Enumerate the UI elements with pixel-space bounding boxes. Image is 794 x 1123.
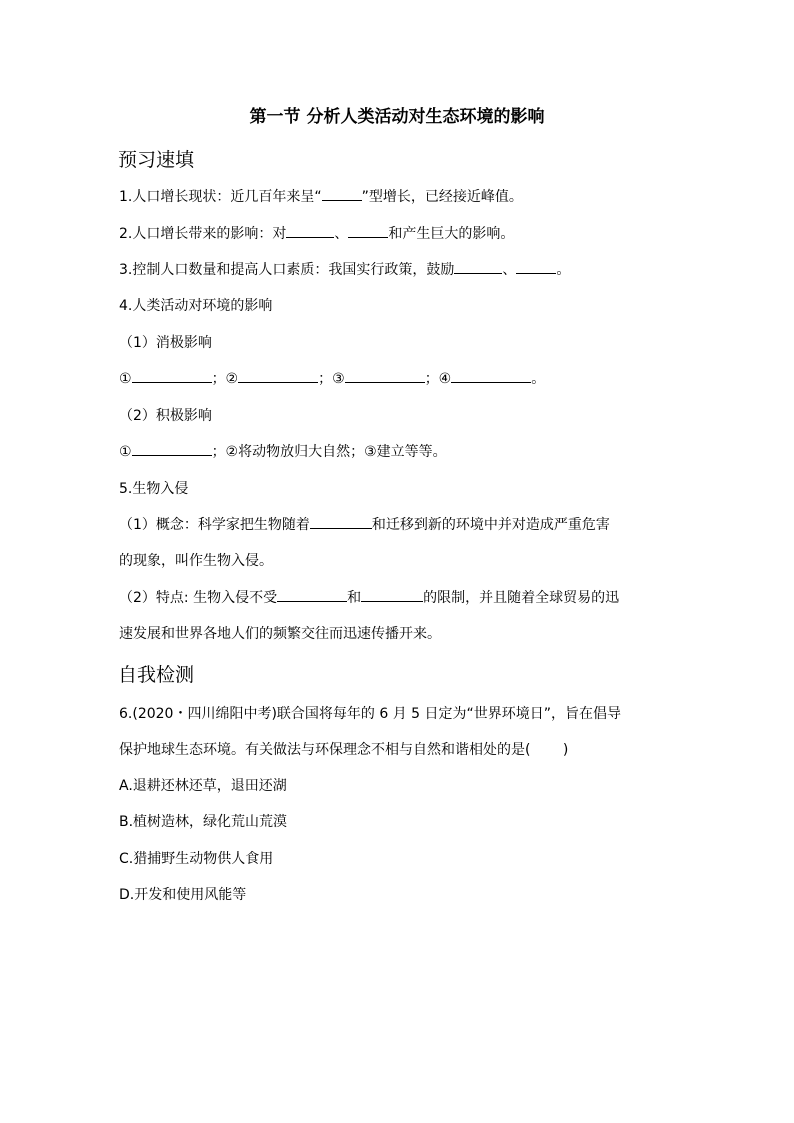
blank[interactable]	[238, 368, 318, 383]
blank[interactable]	[286, 223, 334, 238]
blank[interactable]	[132, 368, 212, 383]
option-a[interactable]: A.退耕还林还草，退田还湖	[119, 778, 287, 794]
question-4-2-blanks: ① ；②将动物放归大自然；③建立等等。	[119, 441, 447, 463]
option-b[interactable]: B.植树造林，绿化荒山荒漠	[119, 814, 288, 830]
blank[interactable]	[310, 514, 372, 529]
question-3: 3.控制人口数量和提高人口素质：我国实行政策，鼓励 、 。	[119, 259, 570, 281]
question-4-1: （1）消极影响	[119, 335, 212, 351]
option-c[interactable]: C.猎捕野生动物供人食用	[119, 851, 274, 867]
question-2: 2.人口增长带来的影响：对 、 和产生巨大的影响。	[119, 223, 514, 245]
section-heading-preview: 预习速填	[118, 149, 195, 171]
question-1: 1.人口增长现状：近几百年来呈“ ”型增长，已经接近峰值。	[119, 186, 523, 208]
blank[interactable]	[322, 186, 362, 201]
question-5: 5.生物入侵	[119, 481, 189, 497]
page-title: 第一节 分析人类活动对生态环境的影响	[249, 107, 545, 127]
blank[interactable]	[132, 441, 212, 456]
blank[interactable]	[361, 587, 423, 602]
section-heading-selftest: 自我检测	[118, 664, 195, 686]
blank[interactable]	[348, 223, 388, 238]
blank[interactable]	[516, 259, 556, 274]
question-4: 4.人类活动对环境的影响	[119, 298, 273, 314]
question-5-2: （2）特点: 生物入侵不受 和 的限制，并且随着全球贸易的迅	[119, 587, 619, 609]
option-d[interactable]: D.开发和使用风能等	[119, 887, 247, 903]
question-4-2: （2）积极影响	[119, 408, 212, 424]
blank[interactable]	[277, 587, 347, 602]
blank[interactable]	[345, 368, 425, 383]
question-5-2-cont: 速发展和世界各地人们的频繁交往而迅速传播开来。	[119, 626, 441, 642]
question-5-1-cont: 的现象，叫作生物入侵。	[119, 553, 273, 569]
blank[interactable]	[454, 259, 502, 274]
question-6-line-1: 6.(2020・四川绵阳中考)联合国将每年的 6 月 5 日定为“世界环境日”，旨在倡导	[119, 706, 622, 722]
question-4-1-blanks: ① ；② ；③ ；④ 。	[119, 368, 545, 390]
question-6-line-2: 保护地球生态环境。有关做法与环保理念不相与自然和谐相处的是( )	[119, 742, 569, 758]
question-5-1: （1）概念：科学家把生物随着 和迁移到新的环境中并对造成严重危害	[119, 514, 610, 536]
blank[interactable]	[451, 368, 531, 383]
